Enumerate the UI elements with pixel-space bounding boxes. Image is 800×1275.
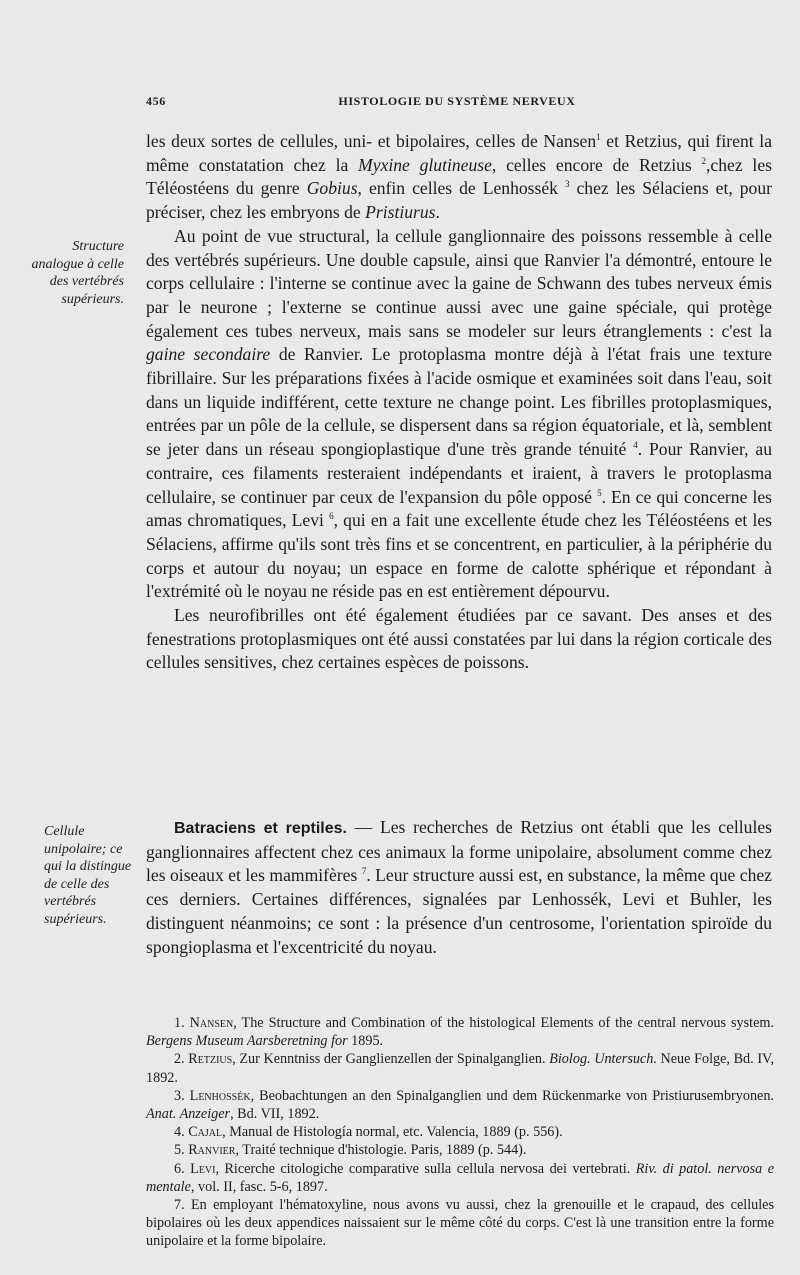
footnote-ref-5[interactable]: 5 (597, 487, 602, 498)
running-title: HISTOLOGIE DU SYSTÈME NERVEUX (338, 94, 576, 108)
footnote-2: 2. Retzius, Zur Kenntniss der Ganglienzellen der Spinalganglien. Biolog. Untersuch. Neue Folge, Bd. IV, 1892. (146, 1051, 775, 1086)
section-batraciens (146, 816, 772, 959)
paragraph-3: Les neurofibrilles ont été également étudiées par ce savant. Des anses et des fenestrations protoplasmiques ont été aussi constatées par lui dans la région corticale des cellules sensitives, chez certaines espèces de poissons. (146, 605, 772, 673)
section-heading: Batraciens et reptiles. (174, 820, 347, 837)
footnote-5: 5. Ranvier, Traité technique d'histologie. Paris, 1889 (p. 544). (174, 1142, 527, 1159)
footnote-ref-2[interactable]: 2 (701, 155, 707, 166)
page-number: 456 (146, 94, 166, 108)
footnote-ref-3[interactable]: 3 (564, 179, 570, 190)
margin-note-structure: Structure analogue à celle des vertébrés supérieurs. (31, 239, 124, 307)
footnote-ref-7[interactable]: 7 (361, 866, 367, 877)
footnote-1: 1. Nansen, The Structure and Combination of the histological Elements of the central nervous system. Bergens Museum Aarsberetning for 1895. (146, 1015, 774, 1050)
footnote-3: 3. Lenhossék, Beobachtungen an den Spinalganglien und dem Rückenmarke von Pristiurusembryonen. Anat. Anzeiger, Bd. VII, 1892. (146, 1087, 774, 1123)
footnote-ref-1[interactable]: 1 (596, 132, 601, 143)
paragraph-4: Batraciens et reptiles. — Les recherches de Retzius ont établi que les cellules ganglionnaires affectent chez ces animaux la forme unipolaire, absolument comme chez les oiseaux et les mammifères $^7$. Leur structure aussi est, en substance, la même que chez ces derniers. Certaines différences, signalées par Lenhossék, Levi et Buhler, les distinguent néanmoins; ce sont : la présence d'un centrosome, l'orientation spiroïde du spongioplasma et l'excentricité du noyau. (146, 817, 772, 957)
paragraph-1: les deux sortes de cellules, uni- et bipolaires, celles de Nansen$^1$ et Retzius, qui firent la même constatation chez la Myxine glutineuse, celles encore de Retzius $^2$,chez les Téléostéens du genre Gobius, enfin celles de Lenhossék $^3$ chez les Sélaciens et, pour préciser, chez les embryons de Pristiurus. (146, 131, 773, 223)
footnotes (146, 1014, 774, 1251)
footnote-ref-4[interactable]: 4 (633, 440, 638, 451)
paragraph-2: Au point de vue structural, la cellule ganglionnaire des poissons ressemble à celle des vertébrés supérieurs. Une double capsule, ainsi que Ranvier l'a démontré, entoure le corps cellulaire : l'interne se continue avec la gaine de Schwann des tubes nerveux émis par le neurone ; l'externe se continue aussi avec une gaine spéciale, qui protège également ces tubes nerveux, mais sans se modeler sur leurs étranglements : c'est la gaine secondaire de Ranvier. Le protoplasma montre déjà à l'état frais une texture fibrillaire. Sur les préparations fixées à l'acide osmique et examinées soit dans l'eau, soit dans un liquide indifférent, cette texture ne change point. Les fibrilles protoplasmiques, entrées par un pôle de la cellule, se dispersent dans sa région équatoriale, et là, semblent se jeter dans un réseau spongioplastique d'une très grande ténuité $^4$. Pour Ranvier, au contraire, ces filaments resteraient indépendants et iraient, à travers le protoplasma cellulaire, se continuer par ceux de l'expansion du pôle opposé $^5$. En ce qui concerne les amas chromatiques, Levi $^6$, qui en a fait une excellente étude chez les Téléostéens et les Sélaciens, affirme qu'ils sont très fins et se concentrent, en particulier, à la périphérie du corps et autour du noyau; un espace en forme de calotte sphérique et répondant à l'extrémité où le noyau ne réside pas en est entièrement dépourvu. (146, 225, 773, 602)
footnote-6: 6. Levi, Ricerche citologiche comparative sulla cellula nervosa dei vertebrati. Riv. di patol. nervosa e mentale, vol. II, fasc. 5-6, 1897. (146, 1160, 774, 1195)
footnote-4: 4. Cajal, Manual de Histología normal, etc. Valencia, 1889 (p. 556). (174, 1124, 563, 1141)
main-text (146, 130, 772, 675)
margin-note-unipolar-cell: Cellule unipolaire; ce qui la distingue de celle des vertébrés supérieurs. (44, 824, 132, 927)
footnote-ref-6[interactable]: 6 (329, 511, 334, 522)
footnote-7: 7. En employant l'hématoxyline, nous avons vu aussi, chez la grenouille et le crapaud, des cellules bipolaires où les deux appendices naissaient sur le même côté du corps. C'est là une transition entre la forme unipolaire et la forme bipolaire. (146, 1197, 774, 1250)
